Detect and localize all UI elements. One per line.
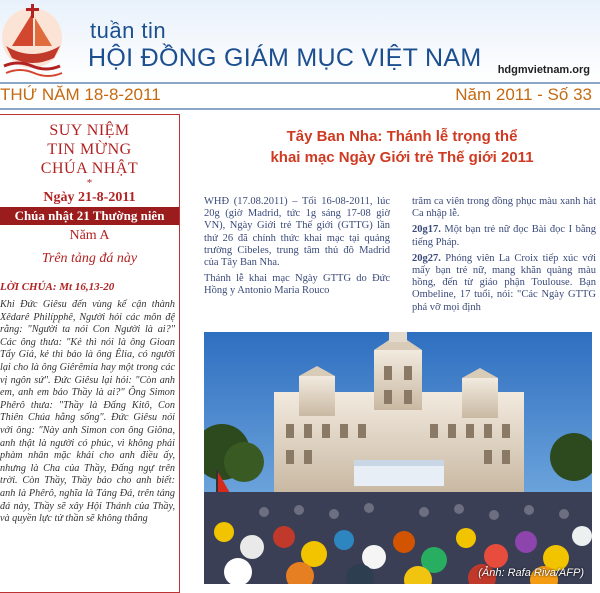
issue-number: Năm 2011 - Số 33 (455, 85, 592, 104)
divider (0, 108, 600, 110)
brand-subtitle: tuần tin (90, 18, 167, 43)
issue-date: THỨ NĂM 18-8-2011 (0, 85, 161, 104)
star-separator: * (86, 177, 93, 189)
brand-title: HỘI ĐỒNG GIÁM MỤC VIỆT NAM (88, 44, 482, 72)
sidebar-title-line: TIN MỪNG (47, 141, 132, 158)
paragraph-text: Phóng viên La Croix tiếp xúc với mấy bạn trẻ nữ, mang khăn quàng màu hồng, đến từ giáo phận Toulouse. Bạn Ombeline, 17 tuổi, nói: "Các Ngày GTTG phá vỡ mọi định (412, 252, 596, 313)
timestamp: 20g17. (412, 224, 441, 236)
paragraph: WHĐ (17.08.2011) – Tối 16-08-2011, lúc 20g (giờ Madrid, tức 1g sáng 17-08 giờ VN), Ngày Giới trẻ Thế giới (GTTG) lần thứ 26 đã chính thức khai mạc tại quảng trường Cibeles, trung tâm thủ đô Madrid của Tây Ban Nha. (204, 196, 390, 269)
paragraph: Thánh lễ khai mạc Ngày GTTG do Đức Hồng y Antonio Maria Rouco (204, 273, 390, 297)
paragraph: trăm ca viên trong đồng phục màu xanh hát Ca nhập lễ. (412, 196, 596, 220)
headline-line-1: Tây Ban Nha: Thánh lễ trọng thể (286, 128, 518, 145)
sidebar-title-line: SUY NIỆM (49, 122, 130, 139)
sunday-name-bar: Chúa nhật 21 Thường niên (0, 207, 179, 225)
article-photo (204, 332, 592, 584)
cibeles-palace-illustration (204, 332, 592, 584)
sunday-date: Ngày 21-8-2011 (43, 190, 136, 205)
gospel-sidebar (0, 114, 180, 593)
sidebar-title-line: CHÚA NHẬT (40, 160, 139, 177)
article-column-2 (412, 196, 596, 318)
liturgical-year: Năm A (69, 228, 110, 243)
church-boat-logo-icon (0, 0, 70, 80)
scripture-reference: LỜI CHÚA: Mt 16,13-20 (0, 281, 115, 293)
masthead (0, 0, 600, 82)
article-headline[interactable] (212, 126, 592, 168)
photo-caption: (Ảnh: Rafa Riva/AFP) (478, 567, 584, 579)
article-column-1 (204, 196, 390, 302)
timestamp: 20g27. (412, 252, 441, 264)
paragraph-text: Một bạn trẻ nữ đọc Bài đọc I bằng tiếng Pháp. (412, 224, 596, 248)
site-url[interactable]: hdgmvietnam.org (497, 64, 590, 76)
paragraph (412, 253, 596, 314)
dateline (0, 85, 600, 107)
paragraph (412, 224, 596, 248)
gospel-text: Khi Đức Giêsu đến vùng kế cận thành Xêdarê Philípphê, Người hỏi các môn đệ rằng: "Người ta nói Con Người là ai?" Các ông thưa: "Kẻ thì nói là ông Gioan Tẩy Giả, kẻ thì bảo là ông Êlia, có người lại cho là ông Giêrêmia hay một trong các vị ngôn sứ". Đức Giêsu lại hỏi: "Còn anh em, anh em bảo Thầy là ai?" Ông Simon Phêrô thưa: "Thầy là Đấng Kitô, Con Thiên Chúa hằng sống". Đức Giêsu nói với ông: "Này anh Simon con ông Giôna, anh thật là người có phúc, vì không phải phàm nhân mặc khải cho anh điều ấy, nhưng là Cha của Thầy, Đấng ngự trên trời. Còn Thầy, Thầy bảo cho anh biết: anh là Phêrô, nghĩa là Tảng Đá, trên tảng đá này, Thầy sẽ xây Hội Thánh của Thầy, và quyền lực tử thần sẽ không thắng (0, 299, 175, 525)
headline-line-2: khai mạc Ngày Giới trẻ Thế giới 2011 (270, 149, 534, 166)
reflection-theme: Trên tảng đá này (41, 251, 138, 266)
divider (0, 82, 600, 84)
